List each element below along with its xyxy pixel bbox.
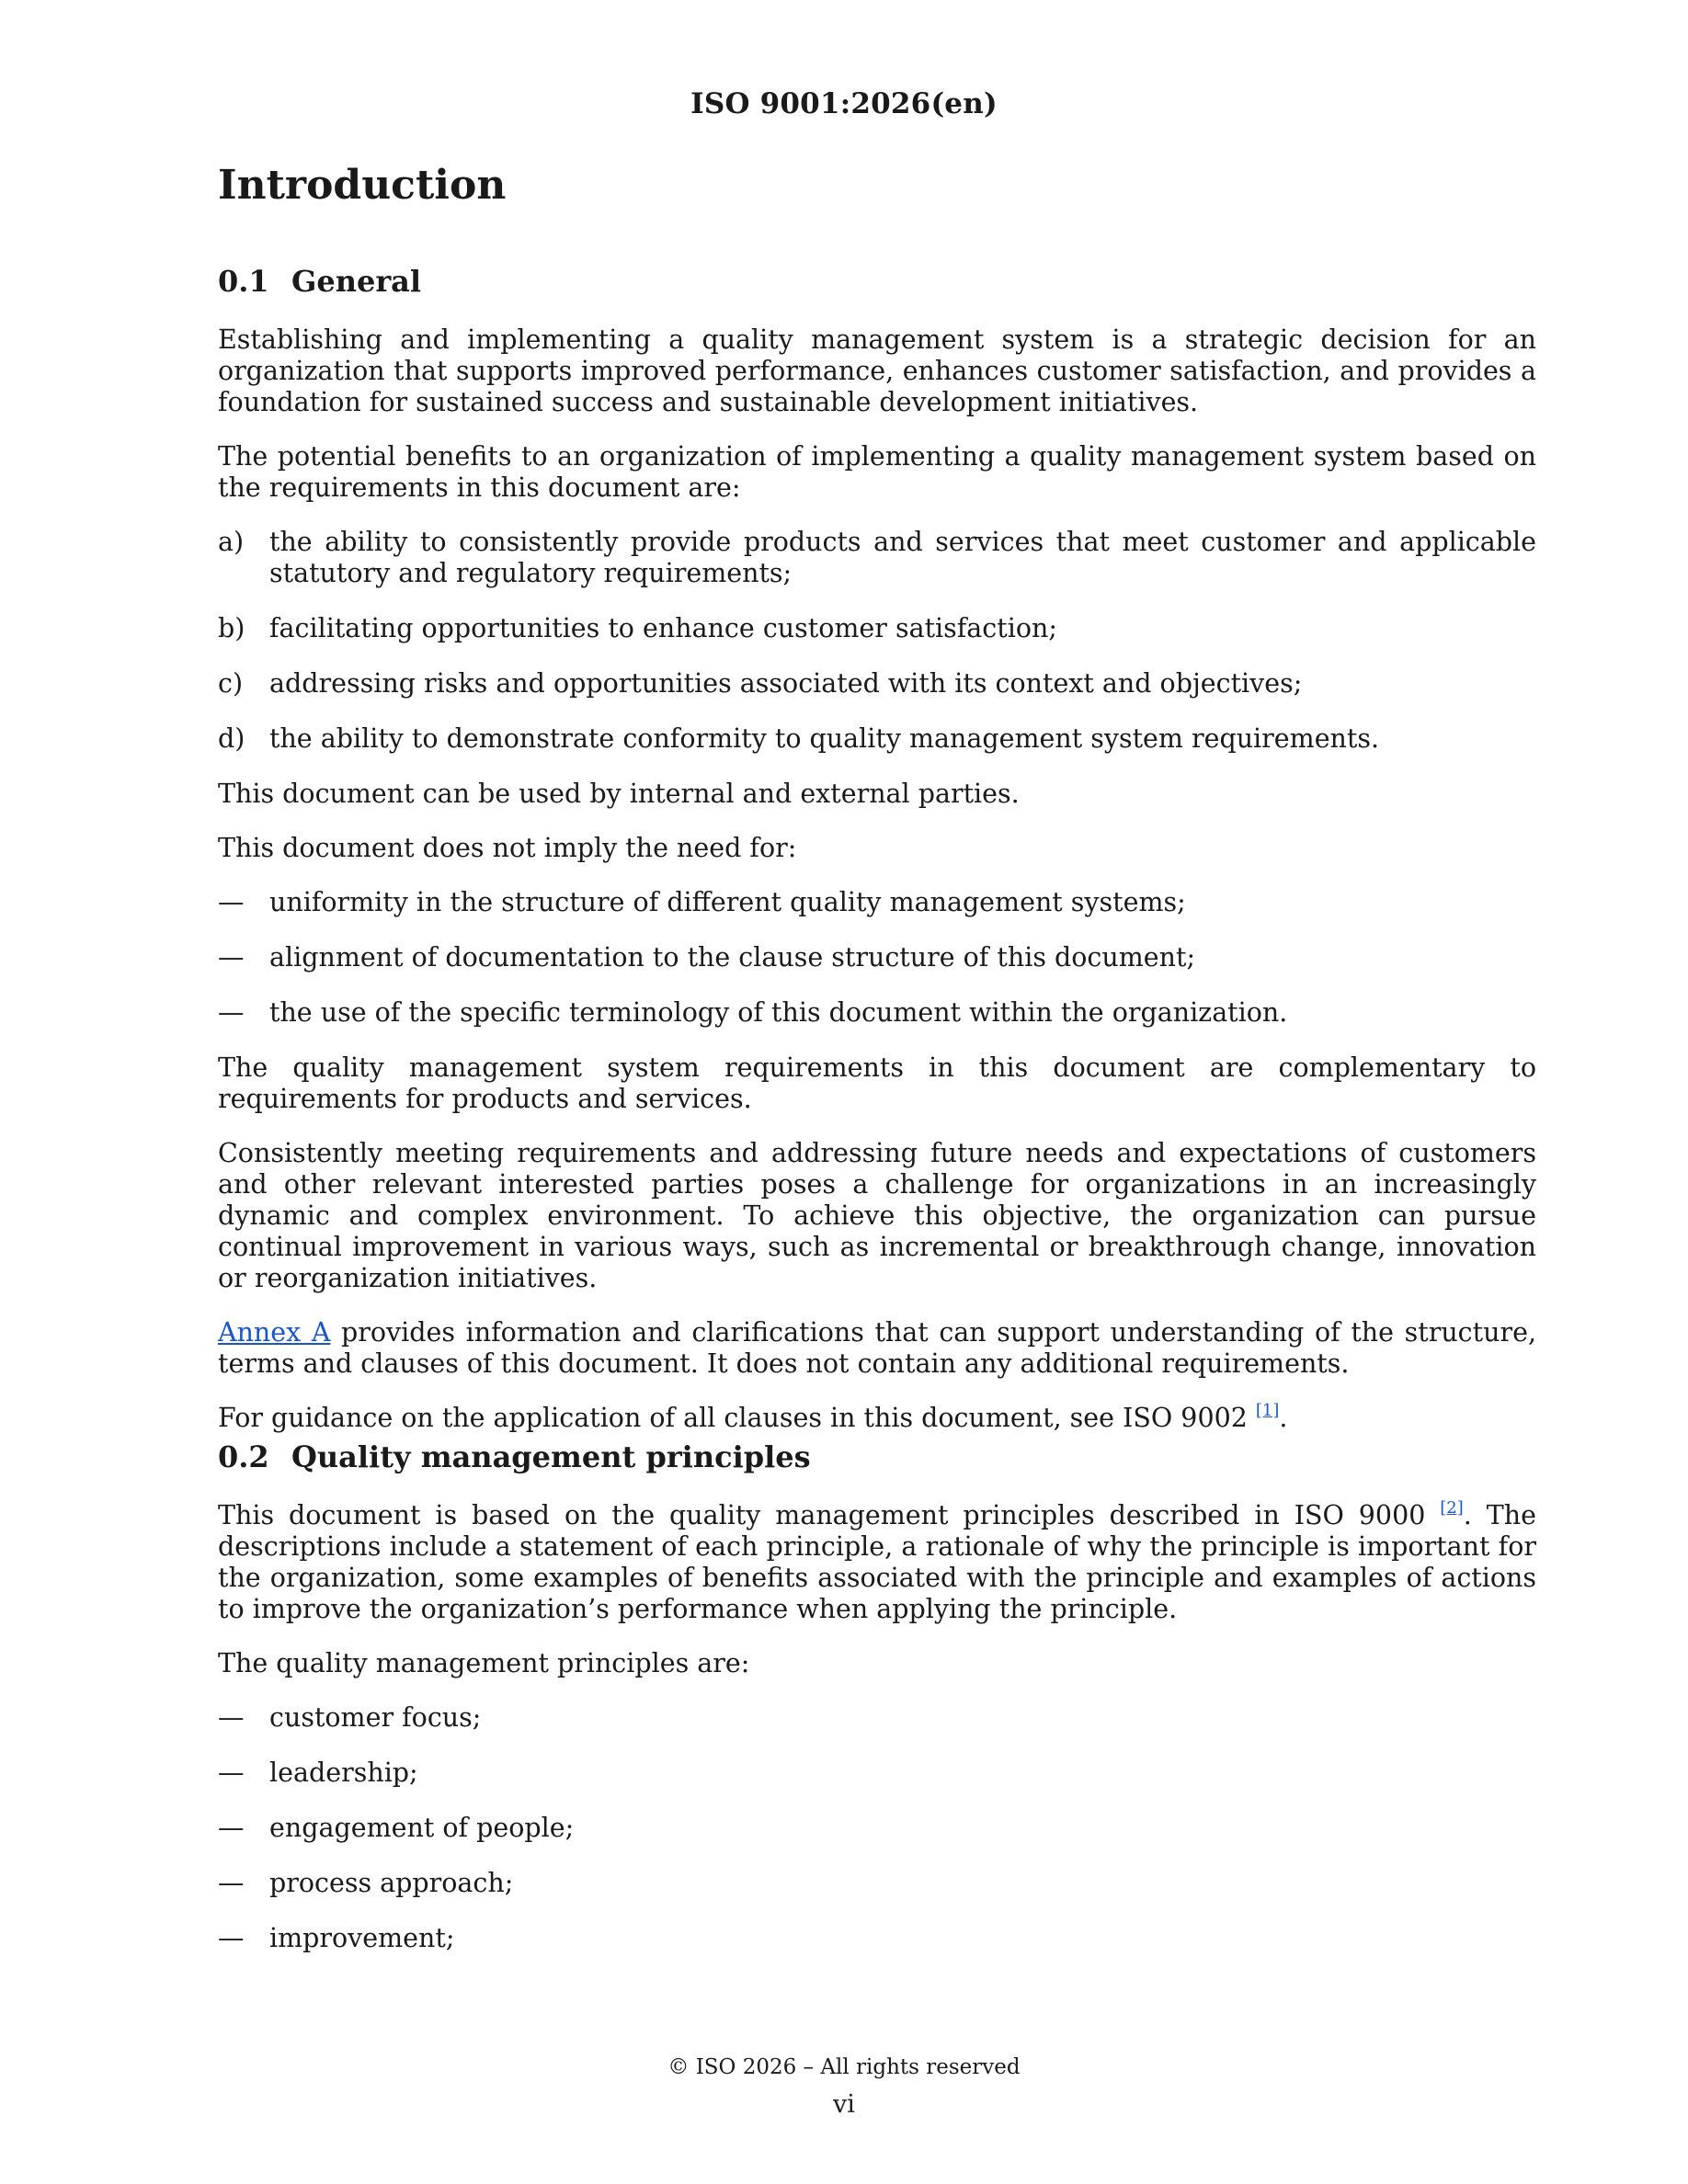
paragraph-text: This document is based on the quality management principles described in ISO 9000 — [218, 1500, 1441, 1530]
paragraph-principles-intro — [218, 1500, 1536, 1625]
paragraph: This document does not imply the need for: — [218, 833, 797, 863]
section-title: General — [291, 264, 422, 299]
list-item — [218, 997, 1536, 1029]
list-item — [218, 668, 1536, 700]
list-item — [218, 723, 1536, 755]
list-marker: b) — [218, 613, 245, 643]
principles-list — [218, 1702, 1536, 1954]
list-item — [218, 942, 1536, 973]
paragraph: The quality management principles are: — [218, 1648, 750, 1678]
list-marker: — — [218, 1868, 245, 1898]
reference-link-1[interactable]: [1] — [1255, 1401, 1280, 1420]
paragraph-annex-reference — [218, 1317, 1536, 1380]
list-item-text: alignment of documentation to the clause structure of this document; — [269, 942, 1196, 973]
list-item — [218, 1757, 1536, 1789]
list-item-text: leadership; — [269, 1757, 418, 1788]
list-item — [218, 527, 1536, 589]
section-principles — [218, 1439, 1536, 1978]
paragraph-guidance — [218, 1403, 1536, 1434]
annex-a-link[interactable]: Annex A — [218, 1317, 331, 1348]
list-item-text: process approach; — [269, 1868, 514, 1898]
paragraph: This document can be used by internal and external parties. — [218, 779, 1020, 809]
section-title: Quality management principles — [291, 1439, 811, 1474]
paragraph: Establishing and implementing a quality management system is a strategic decision for an organization that supports improved performance, enhances customer satisfaction, and provides a foundation for sustained success and sustainable development initiatives. — [218, 324, 1536, 417]
page-title: Introduction — [218, 162, 507, 209]
list-item-text: facilitating opportunities to enhance customer satisfaction; — [269, 613, 1057, 643]
list-item-text: the ability to consistently provide products and services that meet customer and applicable statutory and regulatory requirements; — [269, 527, 1536, 588]
copyright-footer: © ISO 2026 – All rights reserved — [667, 2055, 1021, 2079]
list-item-text: the ability to demonstrate conformity to quality management system requirements. — [269, 723, 1380, 754]
list-marker: a) — [218, 527, 245, 557]
list-marker: — — [218, 942, 245, 973]
list-item — [218, 1868, 1536, 1899]
list-item-text: addressing risks and opportunities associated with its context and objectives; — [269, 668, 1303, 699]
list-marker: — — [218, 1702, 245, 1733]
list-item — [218, 887, 1536, 918]
paragraph: Consistently meeting requirements and addressing future needs and expectations of customers and other relevant interested parties poses a challenge for organizations in an increasingly dynamic and complex environment. To achieve this objective, the organization can pursue continual improvement in various ways, such as incremental or breakthrough change, innovation or reorganization initiatives. — [218, 1138, 1536, 1293]
list-item-text: customer focus; — [269, 1702, 482, 1733]
list-item — [218, 1813, 1536, 1844]
list-item-text: improvement; — [269, 1923, 455, 1953]
paragraph-text: . The descriptions include a statement of each principle, a rationale of why the principle is important for the organization, some examples of benefits associated with the principle and examples of actions to improve the organization’s performance when applying the principle. — [218, 1500, 1536, 1624]
list-item — [218, 613, 1536, 644]
section-number: 0.2 — [218, 1439, 269, 1474]
paragraph-text: . — [1279, 1403, 1288, 1433]
document-id-header: ISO 9001:2026(en) — [690, 87, 998, 120]
list-marker: c) — [218, 668, 244, 699]
list-marker: — — [218, 887, 245, 917]
list-marker: — — [218, 1757, 245, 1788]
list-marker: — — [218, 1813, 245, 1843]
list-item-text: the use of the specific terminology of this document within the organization. — [269, 997, 1288, 1028]
list-item-text: engagement of people; — [269, 1813, 575, 1843]
paragraph: The potential benefits to an organization of implementing a quality management system based on the requirements in this document are: — [218, 441, 1536, 503]
section-heading-principles — [218, 1439, 1536, 1474]
section-heading-general — [218, 264, 1536, 299]
section-general — [218, 264, 1536, 1457]
list-marker: d) — [218, 723, 245, 754]
reference-link-2[interactable]: [2] — [1440, 1498, 1464, 1518]
benefits-list — [218, 527, 1536, 755]
page-number: vi — [833, 2090, 855, 2119]
paragraph-text: provides information and clarifications that can support understanding of the structure, terms and clauses of this document. It does not contain any additional requirements. — [218, 1317, 1536, 1379]
section-number: 0.1 — [218, 264, 269, 299]
list-marker: — — [218, 1923, 245, 1953]
not-implied-list — [218, 887, 1536, 1029]
paragraph: The quality management system requirements in this document are complementary to requirements for products and services. — [218, 1052, 1536, 1114]
list-marker: — — [218, 997, 245, 1028]
list-item-text: uniformity in the structure of different quality management systems; — [269, 887, 1186, 917]
paragraph-text: For guidance on the application of all clauses in this document, see ISO 9002 — [218, 1403, 1256, 1433]
list-item — [218, 1923, 1536, 1954]
list-item — [218, 1702, 1536, 1734]
